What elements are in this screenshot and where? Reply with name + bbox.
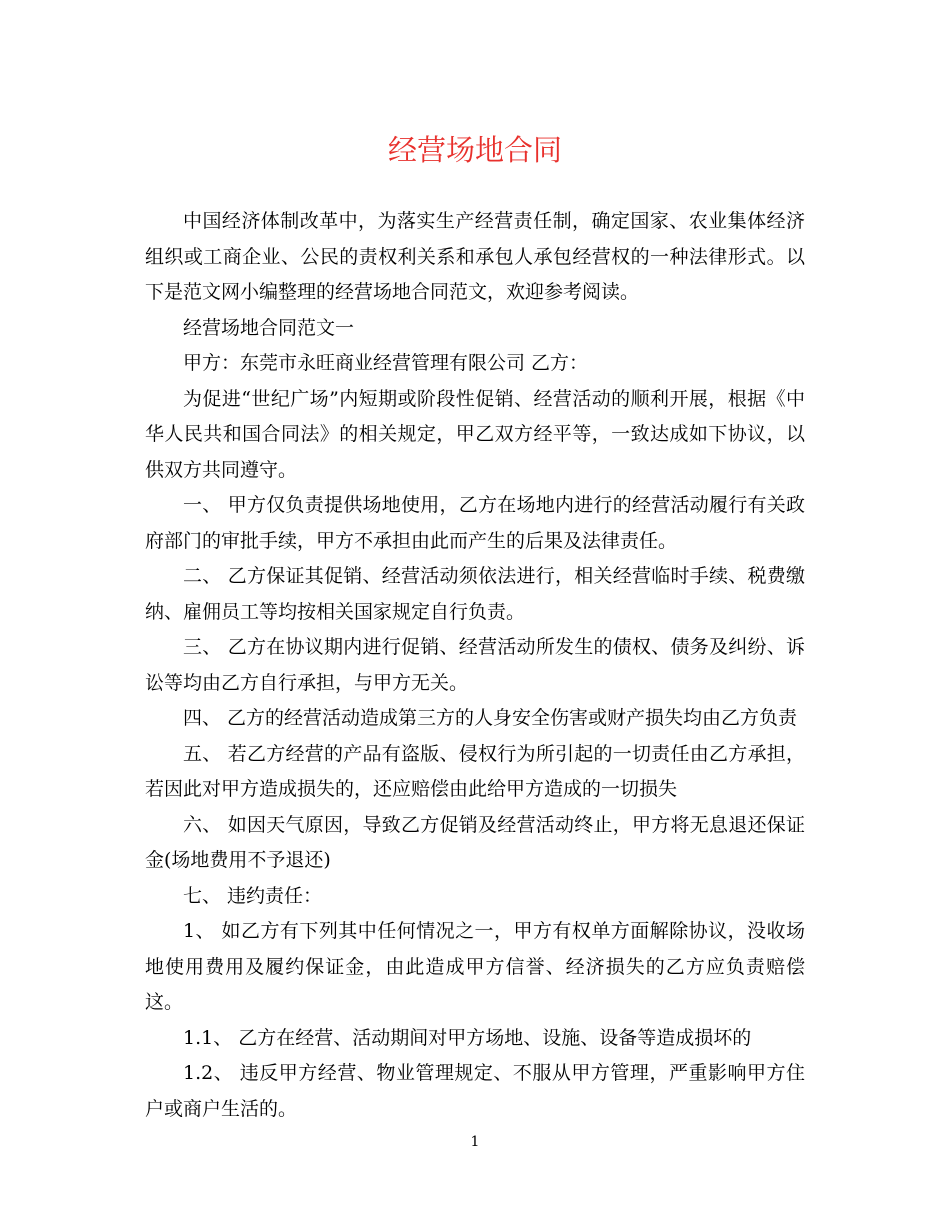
document-body (145, 204, 805, 1127)
clause-2: 二、 乙方保证其促销、经营活动须依法进行，相关经营临时手续、税费缴纳、雇佣员工等均按相关国家规定自行负责。 (145, 565, 805, 623)
document-title: 经营场地合同 (387, 133, 562, 167)
clause-7-item-1-2: 1.2、 违反甲方经营、物业管理规定、不服从甲方管理，严重影响甲方住户或商户生活的。 (145, 1062, 805, 1120)
clause-1: 一、 甲方仅负责提供场地使用，乙方在场地内进行的经营活动履行有关政府部门的审批手续，甲方不承担由此而产生的后果及法律责任。 (145, 494, 805, 552)
paragraph-intro: 中国经济体制改革中，为落实生产经营责任制，确定国家、农业集体经济组织或工商企业、公民的责权利关系和承包人承包经营权的一种法律形式。以下是范文网小编整理的经营场地合同范文，欢迎参考阅读。 (145, 210, 805, 303)
clause-6: 六、 如因天气原因，导致乙方促销及经营活动终止，甲方将无息退还保证金(场地费用不予退还) (145, 813, 805, 871)
clause-7-item-1-1: 1.1、 乙方在经营、活动期间对甲方场地、设施、设备等造成损坏的 (183, 1026, 752, 1049)
paragraph-sample-heading: 经营场地合同范文一 (183, 316, 355, 339)
page-number: 1 (470, 1134, 480, 1150)
clause-7-item-1: 1、 如乙方有下列其中任何情况之一，甲方有权单方面解除协议，没收场地使用费用及履约保证金，由此造成甲方信誉、经济损失的乙方应负责赔偿这。 (145, 920, 805, 1013)
paragraph-preamble: 为促进“世纪广场”内短期或阶段性促销、经营活动的顺利开展，根据《中华人民共和国合同法》的相关规定，甲乙双方经平等，一致达成如下协议，以供双方共同遵守。 (145, 387, 805, 481)
clause-7-heading: 七、 违约责任： (183, 884, 323, 907)
paragraph-parties: 甲方：东莞市永旺商业经营管理有限公司 乙方： (183, 352, 589, 374)
clause-4: 四、 乙方的经营活动造成第三方的人身安全伤害或财产损失均由乙方负责 (183, 707, 798, 729)
clause-5: 五、 若乙方经营的产品有盗版、侵权行为所引起的一切责任由乙方承担，若因此对甲方造成损失的，还应赔偿由此给甲方造成的一切损失 (145, 742, 805, 800)
clause-3: 三、 乙方在协议期内进行促销、经营活动所发生的债权、债务及纠纷、诉讼等均由乙方自行承担，与甲方无关。 (145, 636, 805, 694)
